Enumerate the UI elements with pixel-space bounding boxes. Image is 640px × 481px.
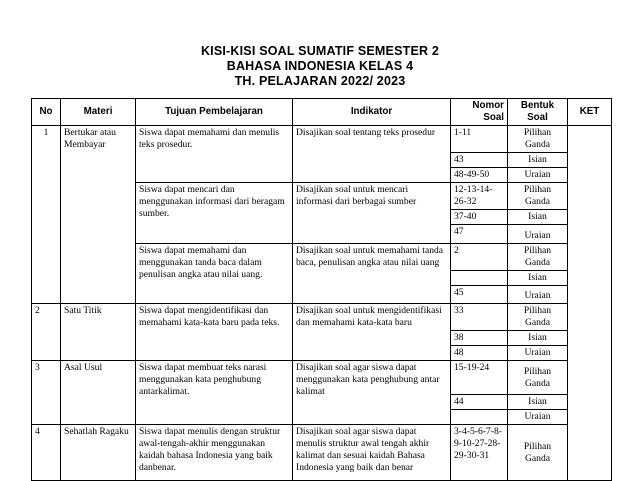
nomor-soal-cell: 1-11 xyxy=(451,126,508,153)
nomor-soal-cell: 47 xyxy=(451,225,508,244)
tujuan-cell: Siswa dapat membuat teks narasi menggunakan kata penghubung antarkalimat. xyxy=(136,361,293,425)
nomor-soal-cell: 12-13-14-26-32 xyxy=(451,183,508,210)
bentuk-soal-cell: Uraian xyxy=(508,410,568,425)
nomor-soal-cell: 48 xyxy=(451,346,508,361)
nomor-soal-cell xyxy=(451,271,508,286)
indikator-cell: Disajikan soal untuk memahami tanda baca, penulisan angka atau nilai uang xyxy=(293,244,451,304)
bentuk-soal-cell: Pilihan Ganda xyxy=(508,183,568,210)
bentuk-soal-cell: Uraian xyxy=(508,286,568,304)
bentuk-soal-cell: Pilihan Ganda xyxy=(508,361,568,395)
bentuk-soal-cell: Isian xyxy=(508,331,568,346)
nomor-soal-cell: 2 xyxy=(451,244,508,271)
document-title-line-2: BAHASA INDONESIA KELAS 4 xyxy=(226,59,414,73)
indikator-cell: Disajikan soal untuk mengidentifikasi dan memahami kata-kata baru xyxy=(293,304,451,361)
indikator-cell: Disajikan soal agar siswa dapat menulis struktur awal tengah akhir kalimat dan sesuai kaidah Bahasa Indonesia yang baik dan benar xyxy=(293,425,451,481)
bentuk-soal-cell: Isian xyxy=(508,153,568,168)
header-materi: Materi xyxy=(61,99,136,126)
nomor-soal-cell: 44 xyxy=(451,395,508,410)
bentuk-soal-cell: Pilihan Ganda xyxy=(508,126,568,153)
bentuk-soal-cell: Uraian xyxy=(508,346,568,361)
ket-cell xyxy=(568,126,612,481)
bentuk-soal-cell: Pilihan Ganda xyxy=(508,244,568,271)
tujuan-cell: Siswa dapat menulis dengan struktur awal-tengah-akhir menggunakan kaidah bahasa Indonesia yang baik danbenar. xyxy=(136,425,293,481)
kisi-kisi-table xyxy=(31,98,612,481)
header-bentuk-soal: Bentuk Soal xyxy=(508,99,568,126)
header-nomor-soal: Nomor Soal xyxy=(451,99,508,126)
nomor-soal-cell: 45 xyxy=(451,286,508,304)
materi-cell: Bertukar atau Membayar xyxy=(61,126,136,304)
header-no: No xyxy=(32,99,61,126)
header-tujuan: Tujuan Pembelajaran xyxy=(136,99,293,126)
header-row xyxy=(32,99,612,126)
bentuk-soal-cell: Pilihan Ganda xyxy=(508,304,568,331)
nomor-soal-cell: 43 xyxy=(451,153,508,168)
bentuk-soal-cell: Isian xyxy=(508,395,568,410)
bentuk-soal-cell: Isian xyxy=(508,210,568,225)
bentuk-soal-cell: Isian xyxy=(508,271,568,286)
row-number: 3 xyxy=(32,361,61,425)
tujuan-cell: Siswa dapat memahami dan menulis teks prosedur. xyxy=(136,126,293,183)
header-indikator: Indikator xyxy=(293,99,451,126)
materi-cell: Asal Usul xyxy=(61,361,136,425)
row-number: 4 xyxy=(32,425,61,481)
bentuk-soal-cell: Pilihan Ganda xyxy=(508,425,568,481)
indikator-cell: Disajikan soal untuk mencari informasi dari berbagai sumber xyxy=(293,183,451,244)
tujuan-cell: Siswa dapat mencari dan menggunakan informasi dari beragam sumber. xyxy=(136,183,293,244)
bentuk-soal-cell: Uraian xyxy=(508,225,568,244)
table-row xyxy=(32,304,612,331)
document-title-line-3: TH. PELAJARAN 2022/ 2023 xyxy=(234,74,406,88)
table-row xyxy=(32,126,612,153)
nomor-soal-cell: 15-19-24 xyxy=(451,361,508,395)
document-title-line-1: KISI-KISI SOAL SUMATIF SEMESTER 2 xyxy=(200,44,440,58)
materi-cell: Sehatlah Ragaku xyxy=(61,425,136,481)
table-row xyxy=(32,361,612,395)
nomor-soal-cell xyxy=(451,410,508,425)
nomor-soal-cell: 3-4-5-6-7-8-9-10-27-28-29-30-31 xyxy=(451,425,508,481)
tujuan-cell: Siswa dapat mengidentifikasi dan memahami kata-kata baru pada teks. xyxy=(136,304,293,361)
materi-cell: Satu Titik xyxy=(61,304,136,361)
nomor-soal-cell: 48-49-50 xyxy=(451,168,508,183)
nomor-soal-cell: 37-40 xyxy=(451,210,508,225)
indikator-cell: Disajikan soal tentang teks prosedur xyxy=(293,126,451,183)
tujuan-cell: Siswa dapat memahami dan menggunakan tanda baca dalam penulisan angka atau nilai uang. xyxy=(136,244,293,304)
row-number: 2 xyxy=(32,304,61,361)
nomor-soal-cell: 33 xyxy=(451,304,508,331)
nomor-soal-cell: 38 xyxy=(451,331,508,346)
bentuk-soal-cell: Uraian xyxy=(508,168,568,183)
indikator-cell: Disajikan soal agar siswa dapat menggunakan kata penghubung antar kalimat xyxy=(293,361,451,425)
row-number: 1 xyxy=(32,126,61,304)
header-ket: KET xyxy=(568,99,612,126)
